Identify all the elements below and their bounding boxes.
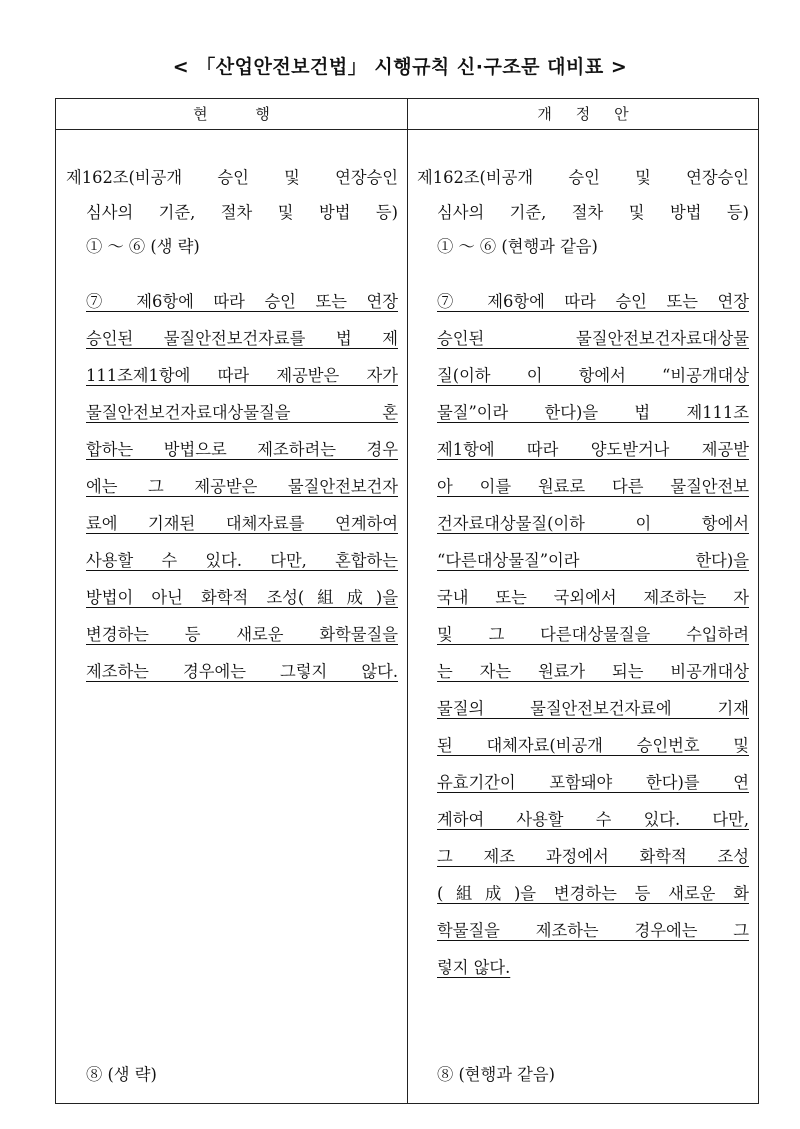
para7-line: 건자료대상물질(이하 이 항에서 — [437, 514, 749, 533]
para7-line: 물질의 물질안전보건자료에 기재 — [437, 699, 749, 718]
para7-line: 아 이를 원료로 다른 물질안전보 — [437, 477, 749, 496]
page-title: < 「산업안전보건법」 시행규칙 신·구조문 대비표 > — [172, 56, 628, 78]
article-heading: 제162조(비공개 승인 및 연장승인 — [66, 168, 398, 187]
para7-line: 사용할 수 있다. 다만, 혼합하는 — [86, 551, 398, 570]
paragraph-8: ⑧ (현행과 같음) — [437, 1065, 555, 1084]
para7-line: 물질”이라 한다)을 법 제111조 — [437, 403, 749, 422]
column-divider — [407, 99, 408, 1103]
article-heading: 제162조(비공개 승인 및 연장승인 — [417, 168, 749, 187]
para7-line: 승인된 물질안전보건자료를 법 제 — [86, 329, 398, 348]
para7-line: 료에 기재된 대체자료를 연계하여 — [86, 514, 398, 533]
paragraph-1-6: ① ～ ⑥ (생 략) — [86, 237, 200, 256]
para7-line: 합하는 방법으로 제조하려는 경우 — [86, 440, 398, 459]
para7-line: 유효기간이 포함돼야 한다)를 연 — [437, 773, 749, 792]
article-heading-cont: 심사의 기준, 절차 및 방법 등) — [86, 203, 398, 222]
para7-line: 변경하는 등 새로운 화학물질을 — [86, 625, 398, 644]
para7-line: 그 제조 과정에서 화학적 조성 — [437, 847, 749, 866]
para7-line: 제1항에 따라 양도받거나 제공받 — [437, 440, 749, 459]
para7-line: “다른대상물질”이라 한다)을 — [437, 551, 749, 570]
para7-line: 국내 또는 국외에서 제조하는 자 — [437, 588, 749, 607]
para7-line: ⑦ 제6항에 따라 승인 또는 연장 — [437, 292, 749, 311]
para7-line: (組成)을 변경하는 등 새로운 화 — [437, 884, 749, 903]
para7-line: 는 자는 원료가 되는 비공개대상 — [437, 662, 749, 681]
article-heading-cont: 심사의 기준, 절차 및 방법 등) — [437, 203, 749, 222]
para7-line: 학물질을 제조하는 경우에는 그 — [437, 921, 749, 940]
comparison-table — [55, 98, 759, 1104]
paragraph-8: ⑧ (생 략) — [86, 1065, 157, 1084]
para7-line: ⑦ 제6항에 따라 승인 또는 연장 — [86, 292, 398, 311]
header-current: 현 행 — [193, 105, 270, 123]
para7-line: 계하여 사용할 수 있다. 다만, — [437, 810, 749, 829]
para7-line: 질(이하 이 항에서 “비공개대상 — [437, 366, 749, 385]
para7-line: 111조제1항에 따라 제공받은 자가 — [86, 366, 398, 385]
paragraph-1-6: ① ～ ⑥ (현행과 같음) — [437, 237, 598, 256]
para7-line: 및 그 다른대상물질을 수입하려 — [437, 625, 749, 644]
para7-line: 물질안전보건자료대상물질을 혼 — [86, 403, 398, 422]
para7-line: 된 대체자료(비공개 승인번호 및 — [437, 736, 749, 755]
header-revised: 개 정 안 — [537, 105, 629, 123]
para7-line: 제조하는 경우에는 그렇지 않다. — [86, 662, 398, 681]
para7-line: 승인된 물질안전보건자료대상물 — [437, 329, 749, 348]
para7-line: 렇지 않다. — [437, 958, 511, 977]
para7-line: 에는 그 제공받은 물질안전보건자 — [86, 477, 398, 496]
para7-line: 방법이 아닌 화학적 조성(組成)을 — [86, 588, 398, 607]
